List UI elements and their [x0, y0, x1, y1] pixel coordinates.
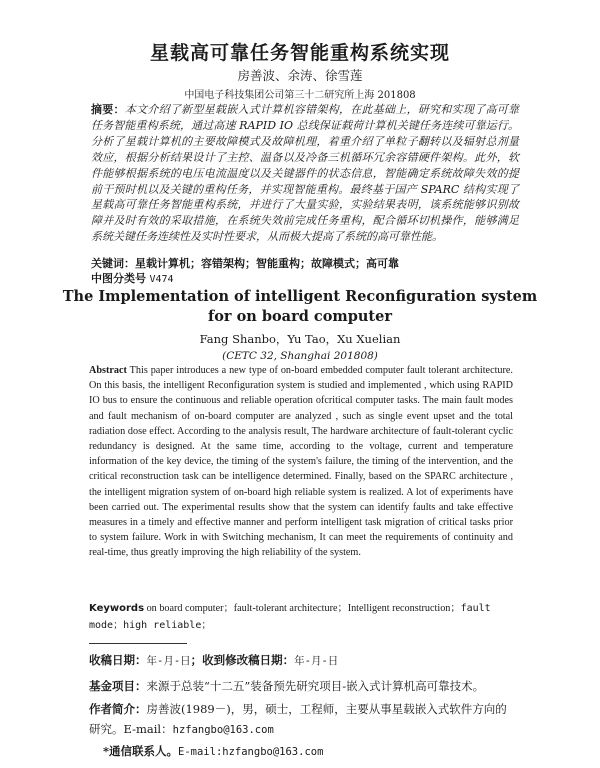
- revised-value: 年-月-日: [294, 655, 339, 667]
- keywords-en-label: Keywords: [89, 603, 145, 614]
- funding-label: 基金项目：: [89, 679, 147, 693]
- authors-en: Fang Shanbo，Yu Tao，Xu Xuelian: [199, 332, 401, 346]
- contact-email: E-mail:hzfangbo@163.com: [178, 746, 324, 758]
- clc-number: [91, 270, 519, 286]
- title-cn: 星载高可靠任务智能重构系统实现: [149, 42, 450, 64]
- keywords-en-text-tail: fault mode；high reliable；: [89, 603, 491, 631]
- footnote-received: [89, 650, 513, 671]
- footnote-divider: [89, 643, 187, 644]
- abstract-en-text: This paper introduces a new type of on-board embedded computer fault tolerant architecture. On this basis, the intelligent Reconfiguration system is studied and implemented , which using RAPID IO bus to ensure the continuous and reliable operation ofcritical computer tasks. The main fault modes and fault mechanism of on-board computer are analyzed , such as single event upset and the total radiation dose effect. According to the analysis result, The hardware architecture of fault-tolerant cyclic redundancy is designed. At the same time, according to the voltage, current and temperature information of the key device, the timing of the system's failure, the timing of the intervention, and the critical reconstruction task can be intelligence determined. Finally, based on the SPARC architecture , the intelligent migration system of on-board high reliable system is realized. A lot of experiments have been carried out. The experimental results show that the system can identify faults and take effective measures in a timely and effective manner and perform intelligent task migration of critical tasks prior to system failure. Work in with Switching mechanism, It can meet the requirements of continuity and real-time, thus greatly improving the high reliability of the system.: [89, 365, 513, 559]
- clc-value: V474: [149, 274, 174, 285]
- authors-cn: 房善波、余涛、徐雪莲: [237, 68, 363, 83]
- received-value: 年-月-日: [146, 655, 191, 667]
- footnote-author-bio: [89, 699, 513, 740]
- received-label: 收稿日期：: [89, 653, 147, 667]
- abstract-cn-text: 本文介绍了新型星载嵌入式计算机容错架构，在此基础上，研究和实现了高可靠任务智能重构系统，通过高速 RAPID IO 总线保证载荷计算机关键任务连续可靠运行。分析了星载计算机的主要故障模式及故障机理，着重介绍了单粒子翻转以及辐射总剂量效应，根据分析结果设计了主控、温备以及冷备三机循环冗余容错硬件架构。此外，软件能够根据系统的电压电流温度以及关键器件的状态信息，智能确定系统故障失效的提前干预时机以及关键的重构任务，并实现智能重构。最终基于国产 SPARC 结构实现了星载高可靠任务智能重构系统，并进行了大量实验，实验结果表明，该系统能够识别故障并及时有效的采取措施，在系统失效前完成任务重构，配合循环切机操作，能够满足系统关键任务连续性及实时性要求，从而极大提高了系统的高可靠性能。: [91, 103, 519, 244]
- clc-label: 中图分类号: [91, 272, 146, 285]
- author-bio-text: 房善波(1989－)，男，硕士，工程师，主要从事星载嵌入式软件方向的研究。E-mail：: [89, 702, 507, 736]
- keywords-en-text: on board computer；fault-tolerant architecture；Intelligent reconstruction；: [146, 603, 461, 614]
- footnote-funding: [89, 676, 513, 696]
- abstract-en: [89, 363, 513, 561]
- affiliation-en: (CETC 32, Shanghai 201808): [222, 350, 378, 362]
- title-en: The Implementation of intelligent Reconfiguration system for on board computer: [62, 288, 538, 325]
- affiliation-cn: 中国电子科技集团公司第三十二研究所上海 201808: [184, 90, 416, 101]
- keywords-cn-text: 星载计算机；容错架构；智能重构；故障模式；高可靠: [135, 257, 399, 270]
- footnote-contact: [103, 741, 527, 762]
- funding-text: 来源于总装“十二五”装备预先研究项目-嵌入式计算机高可靠技术。: [146, 679, 485, 693]
- author-bio-email: hzfangbo@163.com: [172, 724, 274, 736]
- keywords-cn: [91, 255, 519, 271]
- abstract-cn: [91, 102, 519, 245]
- contact-label: *通信联系人。: [103, 744, 179, 758]
- keywords-en: [89, 600, 513, 634]
- abstract-en-label: Abstract: [89, 365, 127, 376]
- revised-label: ；收到修改稿日期：: [190, 653, 295, 667]
- keywords-cn-label: 关键词：: [91, 257, 135, 270]
- author-bio-label: 作者简介：: [89, 702, 147, 716]
- abstract-cn-label: 摘要：: [91, 103, 125, 116]
